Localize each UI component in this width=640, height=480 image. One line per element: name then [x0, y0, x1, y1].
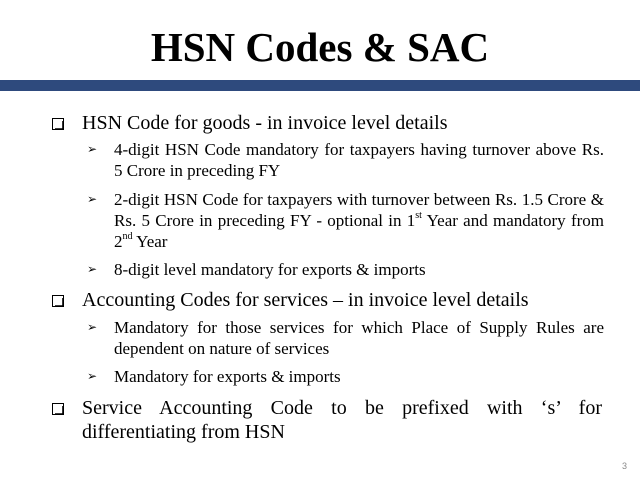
arrowhead-bullet-icon: ➢ [87, 320, 98, 334]
bullet-1-sub-1: 4-digit HSN Code mandatory for taxpayers having turnover above Rs. 5 Crore in preceding FY [114, 140, 604, 180]
bullet-2-sub-2: Mandatory for exports & imports [114, 367, 341, 386]
square-bullet-icon [52, 295, 64, 307]
arrowhead-bullet-icon: ➢ [87, 262, 98, 276]
square-bullet-icon [52, 118, 64, 130]
square-bullet-icon [52, 403, 64, 415]
bullet-1-sub-2 [114, 189, 604, 252]
bullet-1-sub-2-part-c: Year [132, 232, 168, 251]
bullet-1-sub-2-sup-b: nd [122, 231, 133, 243]
bullet-1-sub-2-part-a: 2-digit HSN Code for taxpayers with turnover between Rs. 1.5 Crore & Rs. 5 Crore in preceding FY - optional in 1 [114, 190, 604, 230]
bullet-1-sub-2-sup-a: st [415, 210, 422, 222]
page-number: 3 [622, 461, 628, 471]
bullet-1-sub-2-part-b: Year and mandatory from 2 [114, 211, 604, 251]
arrowhead-bullet-icon: ➢ [87, 192, 98, 206]
arrowhead-bullet-icon: ➢ [87, 142, 98, 156]
arrowhead-bullet-icon: ➢ [87, 369, 98, 383]
slide-title: HSN Codes & SAC [150, 24, 490, 70]
bullet-1-sub-3: 8-digit level mandatory for exports & imports [114, 260, 426, 279]
bullet-3-text: Service Accounting Code to be prefixed with ‘s’ for differentiating from HSN [82, 397, 602, 443]
bullet-1-text: HSN Code for goods - in invoice level details [82, 112, 448, 134]
bullet-2-text: Accounting Codes for services – in invoice level details [82, 289, 529, 311]
bullet-2-sub-1: Mandatory for those services for which Place of Supply Rules are dependent on nature of services [114, 318, 604, 358]
